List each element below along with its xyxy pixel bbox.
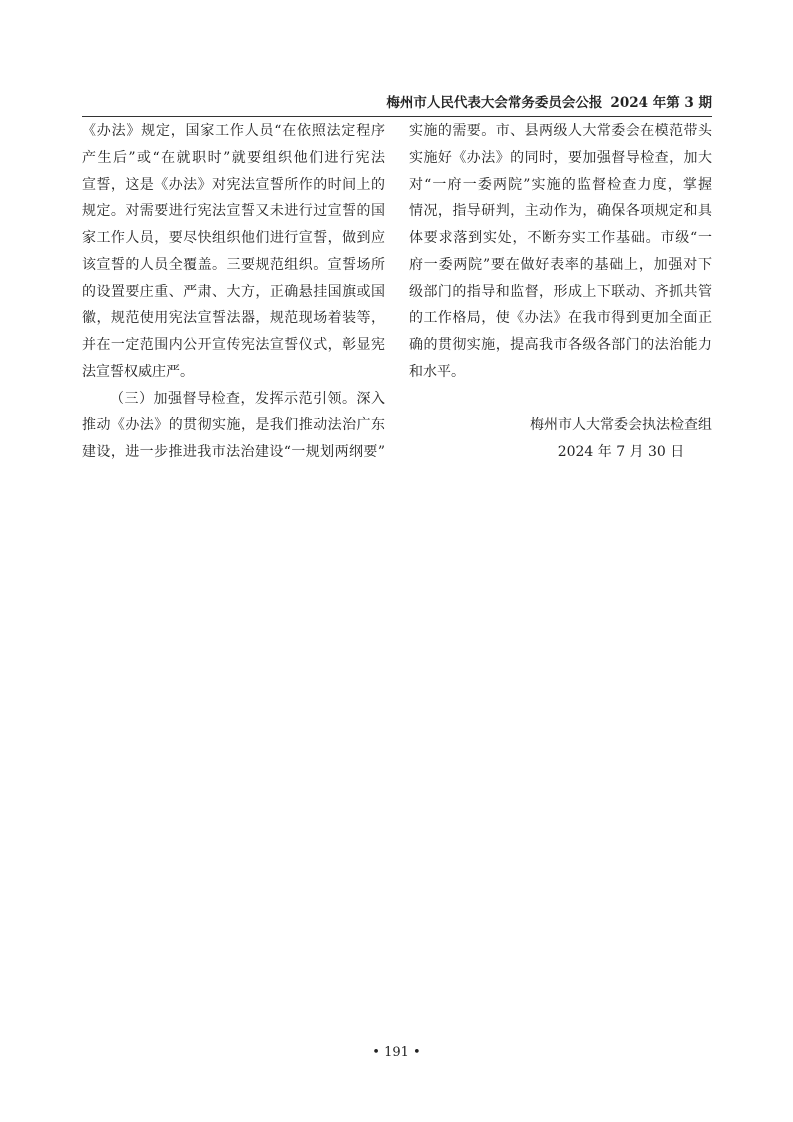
text-line: 徽，规范使用宪法宣誓法器，规范现场着装等， [82,310,385,327]
text-line: 和水平。 [409,363,465,380]
text-line: 建设，进一步推进我市法治建设“一规划两纲要” [82,444,385,460]
text-line: 推动《办法》的贯彻实施，是我们推动法治广东 [82,417,385,434]
blank-line [409,386,712,413]
text-line: 的工作格局，使《办法》在我市得到更加全面正 [409,310,712,327]
publication-title: 梅州市人民代表大会常务委员会公报 [386,95,603,111]
text-line: 实施好《办法》的同时，要加强督导检查，加大 [409,149,712,166]
header-rule [82,116,712,117]
signature-date: 2024 年 7 月 30 日 [557,444,685,460]
right-column [409,118,712,466]
text-line: 级部门的指导和监督，形成上下联动、齐抓共管 [409,283,712,300]
text-line: 的设置要庄重、严肃、大方，正确悬挂国旗或国 [82,283,385,300]
text-line: 法宣誓权威庄严。 [82,363,194,380]
text-line: 府一委两院”要在做好表率的基础上，加强对下 [409,256,712,273]
section-heading-line [82,386,385,413]
text-line: 并在一定范围内公开宣传宪法宣誓仪式，彰显宪 [82,337,385,353]
page-number: • 191 • [372,1045,421,1060]
text-line: 规定。对需要进行宪法宣誓又未进行过宣誓的国 [82,203,385,220]
section-heading: （三）加强督导检查，发挥示范引领。 [110,390,357,407]
section-text: 深入 [356,390,385,407]
text-line: 家工作人员，要尽快组织他们进行宣誓，做到应 [82,230,385,246]
text-line: 产生后”或“在就职时”就要组织他们进行宪法 [82,149,385,166]
text-line: 情况，指导研判，主动作为，确保各项规定和具 [409,203,712,220]
running-header [82,93,712,113]
text-line: 实施的需要。市、县两级人大常委会在模范带头 [409,123,712,139]
text-line: 《办法》规定，国家工作人员“在依照法定程序 [82,123,385,139]
issue-label: 2024 年第 3 期 [610,95,712,111]
text-line: 对“一府一委两院”实施的监督检查力度，掌握 [409,176,712,193]
signature-inner [530,412,712,466]
text-line: 该宣誓的人员全覆盖。三要规范组织。宣誓场所 [82,256,385,273]
text-line: 宣誓，这是《办法》对宪法宣誓所作的时间上的 [82,176,385,193]
signature-block [409,412,712,466]
left-column [82,118,385,466]
text-line: 体要求落到实处，不断夯实工作基础。市级“一 [409,230,712,246]
signature-organization: 梅州市人大常委会执法检查组 [530,417,712,434]
text-line: 确的贯彻实施，提高我市各级各部门的法治能力 [409,337,712,353]
